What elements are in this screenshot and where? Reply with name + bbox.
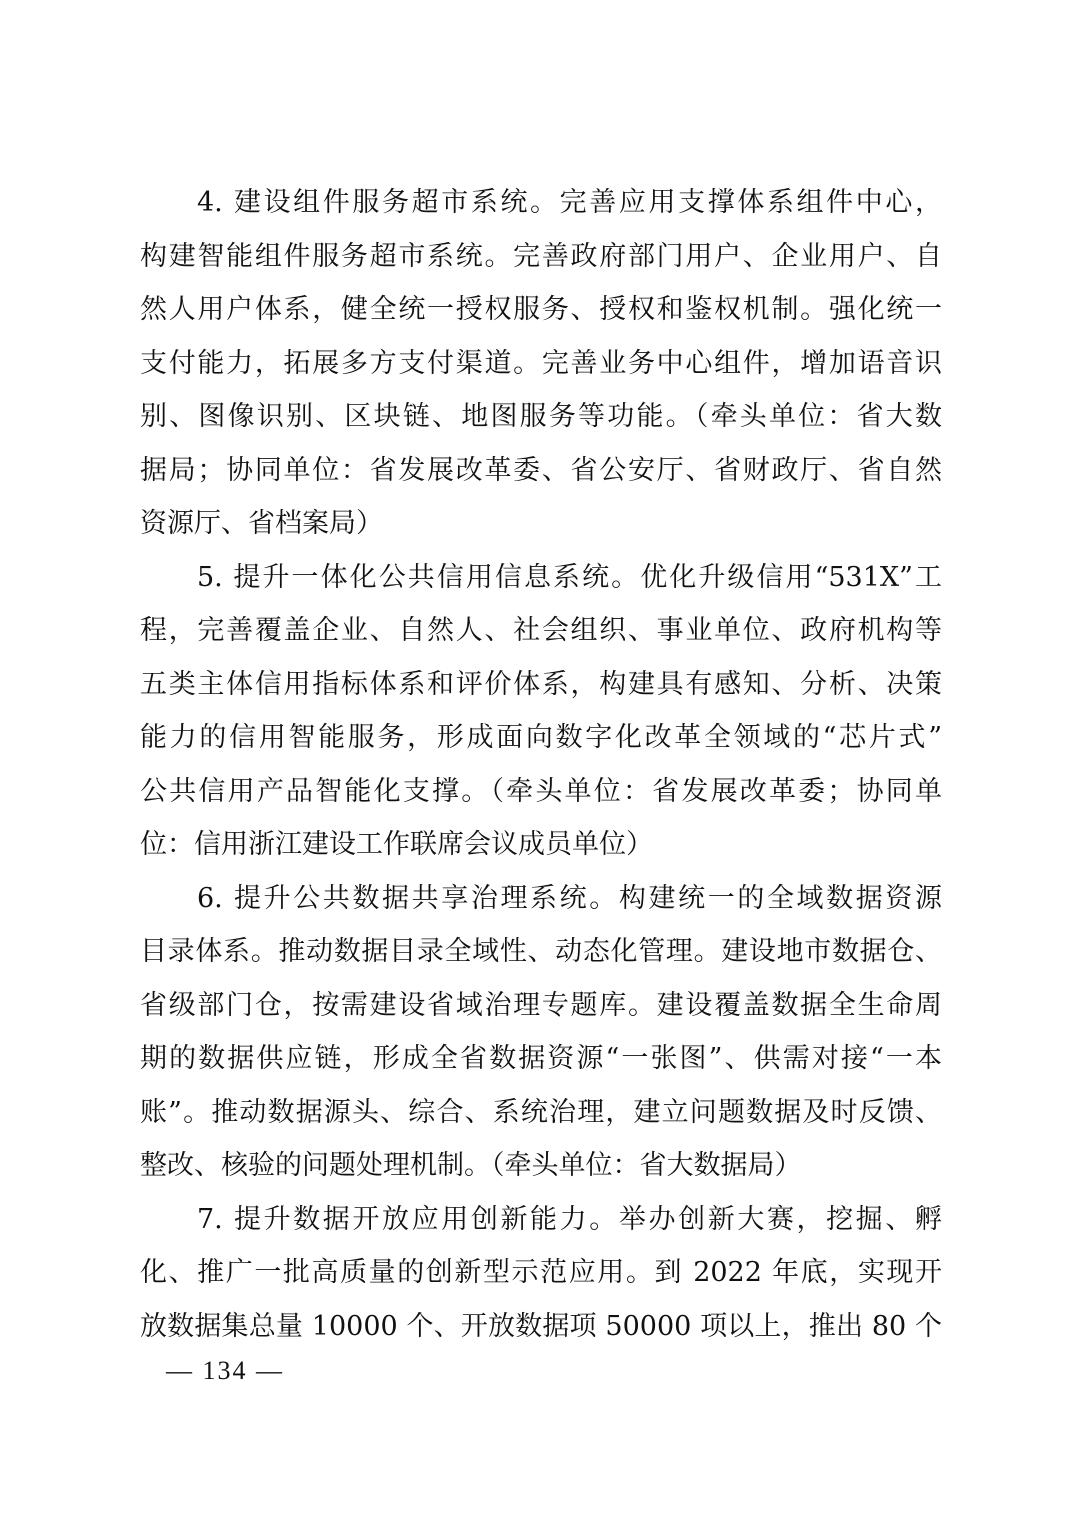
text-line: 化、推广一批高质量的创新型示范应用。到 2022 年底，实现开 — [140, 1257, 942, 1288]
text-line: 然人用户体系，健全统一授权服务、授权和鉴权机制。强化统一 — [140, 294, 942, 325]
text-line: 省级部门仓，按需建设省域治理专题库。建设覆盖数据全生命周 — [140, 989, 942, 1021]
text-line: 期的数据供应链，形成全省数据资源“一张图”、供需对接“一本 — [140, 1043, 942, 1074]
text-line: 目录体系。推动数据目录全域性、动态化管理。建设地市数据仓、 — [140, 936, 942, 967]
text-line: 别、图像识别、区块链、地图服务等功能。（牵头单位：省大数 — [140, 401, 942, 432]
page-number: — 134 — — [166, 1356, 284, 1385]
text-line: 7. 提升数据开放应用创新能力。举办创新大赛，挖掘、孵 — [197, 1203, 942, 1235]
text-line: 资源厅、省档案局） — [140, 508, 383, 539]
text-line: 构建智能组件服务超市系统。完善政府部门用户、企业用户、自 — [140, 240, 942, 272]
paragraph — [140, 551, 942, 872]
document-body — [140, 176, 942, 1353]
paragraph — [140, 872, 942, 1193]
text-line: 公共信用产品智能化支撑。（牵头单位：省发展改革委；协同单 — [140, 775, 942, 807]
text-line: 放数据集总量 10000 个、开放数据项 50000 项以上，推出 80 个 — [140, 1310, 942, 1342]
text-line: 五类主体信用指标体系和评价体系，构建具有感知、分析、决策 — [140, 668, 942, 700]
paragraph — [140, 1193, 942, 1354]
text-line: 5. 提升一体化公共信用信息系统。优化升级信用“531X”工 — [197, 561, 942, 593]
text-line: 账”。推动数据源头、综合、系统治理，建立问题数据及时反馈、 — [140, 1096, 942, 1128]
text-line: 整改、核验的问题处理机制。（牵头单位：省大数据局） — [140, 1150, 802, 1181]
text-line: 据局；协同单位：省发展改革委、省公安厅、省财政厅、省自然 — [140, 454, 942, 486]
text-line: 程，完善覆盖企业、自然人、社会组织、事业单位、政府机构等 — [140, 615, 942, 646]
text-line: 4. 建设组件服务超市系统。完善应用支撑体系组件中心， — [197, 187, 942, 218]
text-line: 位：信用浙江建设工作联席会议成员单位） — [140, 829, 653, 860]
text-line: 能力的信用智能服务，形成面向数字化改革全领域的“芯片式” — [140, 722, 942, 753]
text-line: 支付能力，拓展多方支付渠道。完善业务中心组件，增加语音识 — [140, 347, 942, 379]
paragraph — [140, 176, 942, 551]
text-line: 6. 提升公共数据共享治理系统。构建统一的全域数据资源 — [197, 882, 942, 914]
